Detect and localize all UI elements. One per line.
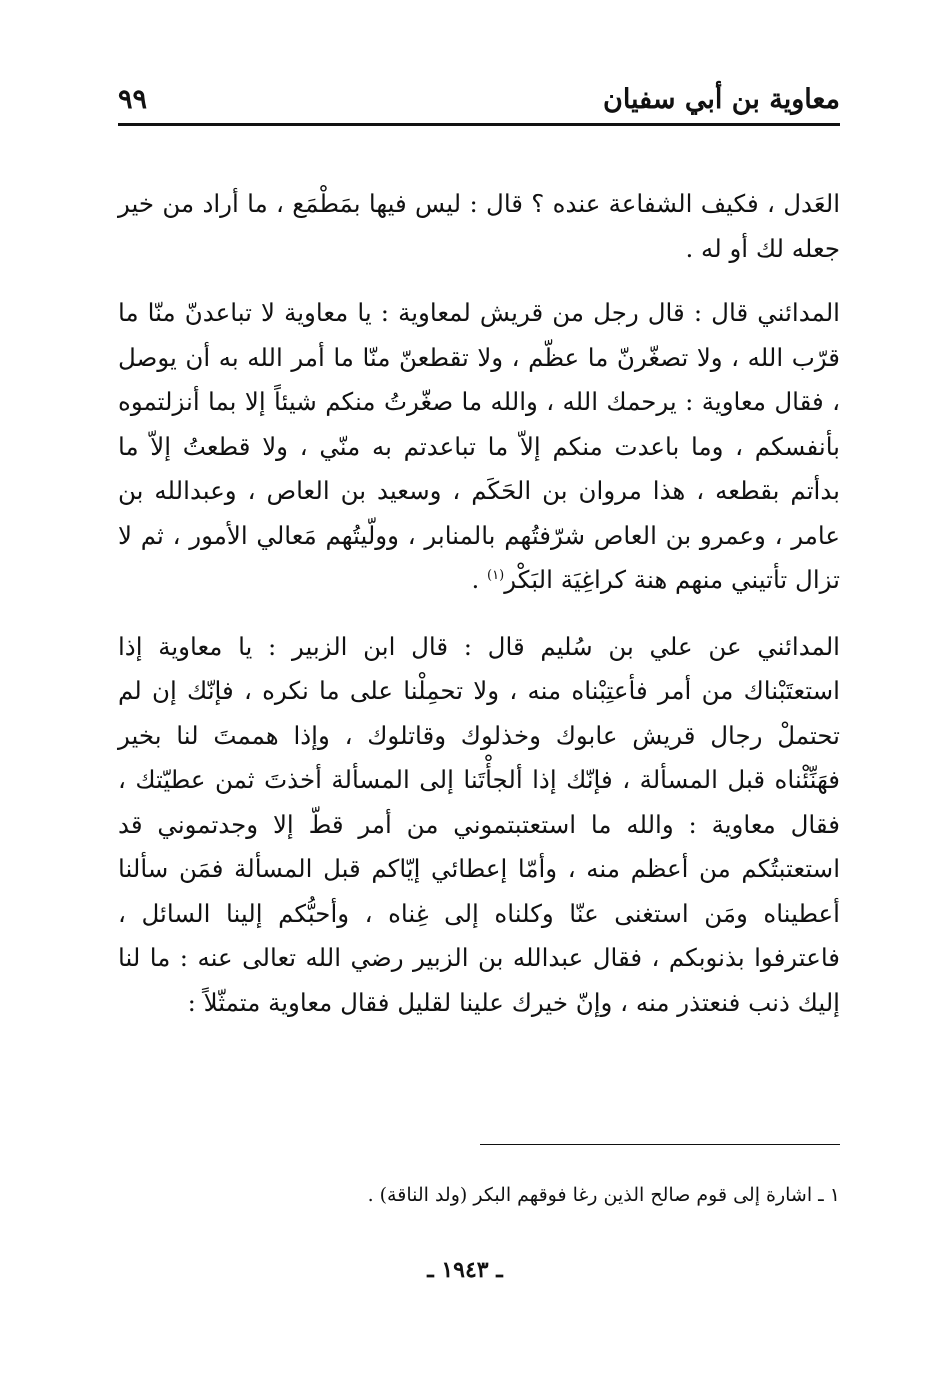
footer-page-number: ـ ١٩٤٣ ـ — [427, 1257, 503, 1283]
paragraph-2-text: المدائني قال : قال رجل من قريش لمعاوية : يا معاوية لا تباعدنّ منّا ما قرّب الله ، ولا تصغّرنّ ما عظّم ، ولا تقطعنّ منّا ما أمر الله به أن يوصل ، فقال معاوية : يرحمك الله ، والله ما صغّرتُ منكم شيئاً إلا بما أنزلتموه بأنفسكم ، وما باعدت منكم إلاّ ما تباعدتم به منّي ، ولا قطعتُ إلاّ ما بدأتم بقطعه ، هذا مروان بن الحَكَم ، وسعيد بن العاص ، وعبدالله بن عامر ، وعمرو بن العاص شرّفتُهم بالمنابر ، وولّيتُهم مَعالي الأمور ، ثم لا تزال تأتيني منهم هنة كراغِيَة البَكْر — [118, 298, 840, 594]
header-page-number: ٩٩ — [118, 84, 148, 115]
paragraph-3 — [118, 625, 840, 1026]
paragraph-2 — [118, 291, 840, 603]
main-text — [118, 182, 840, 1047]
header-divider — [118, 123, 840, 126]
running-header — [118, 78, 840, 122]
paragraph-2-tail: . — [471, 565, 488, 594]
paragraph-3-text: المدائني عن علي بن سُليم قال : قال ابن الزبير : يا معاوية إذا استعتَبْناك من أمر فأعتِبْناه منه ، ولا تحمِلْنا على ما نكره ، فإنّك إن لم تحتملْ رجال قريش عابوك وخذلوك وقاتلوك ، وإذا هممتَ لنا بخير فهَنِّئْناه قبل المسألة ، فإنّك إذا ألجأْتَنا إلى المسألة أخذتَ ثمن عطيّتك ، فقال معاوية : والله ما استعتبتموني من أمر قطّ إلا وجدتموني قد استعتبتُكم من أعظم منه ، وأمّا إعطائي إيّاكم قبل المسألة فمَن سألنا أعطيناه ومَن استغنى عنّا وكلناه إلى غِناه ، وأحبُّكم إلينا السائل ، فاعترفوا بذنوبكم ، فقال عبدالله بن الزبير رضي الله تعالى عنه : ما لنا إليك ذنب فنعتذر منه ، وإنّ خيرك علينا لقليل فقال معاوية متمثّلاً : — [118, 631, 840, 1017]
header-title: معاوية بن أبي سفيان — [602, 84, 840, 115]
footnote-divider — [480, 1144, 840, 1145]
footnote-reference[interactable]: (١) — [487, 567, 505, 583]
footnote: ١ ـ اشارة إلى قوم صالح الذين رغا فوقهم البكر (ولد الناقة) . — [367, 1184, 840, 1206]
paragraph-1 — [118, 182, 840, 271]
paragraph-1-text: العَدل ، فكيف الشفاعة عنده ؟ قال : ليس فيها بمَطْمَع ، ما أراد من خير جعله لك أو له . — [118, 189, 840, 263]
